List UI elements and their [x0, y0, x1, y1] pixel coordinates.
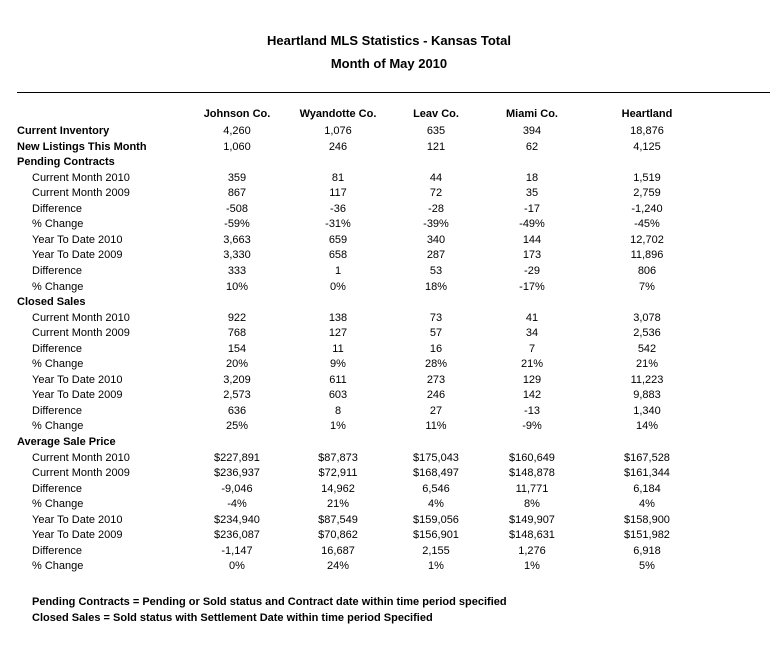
table-cell: 340: [426, 234, 446, 246]
table-cell: 138: [328, 312, 348, 324]
row-label: Current Month 2010: [32, 312, 130, 324]
table-cell: 21%: [520, 358, 544, 370]
table-cell: 28%: [424, 358, 448, 370]
table-cell: 41: [525, 312, 539, 324]
row-label: Difference: [32, 203, 82, 215]
table-cell: 658: [328, 249, 348, 261]
table-cell: 9,883: [633, 389, 661, 401]
table-cell: -4%: [227, 498, 247, 510]
table-cell: -29: [524, 265, 540, 277]
table-cell: 18: [525, 172, 539, 184]
table-cell: $158,900: [624, 514, 670, 526]
table-cell: 1%: [428, 560, 444, 572]
table-cell: $148,631: [509, 529, 555, 541]
row-label: Current Month 2009: [32, 327, 130, 339]
table-cell: 24%: [326, 560, 350, 572]
column-header: Leav Co.: [413, 108, 459, 120]
row-label: Current Month 2010: [32, 452, 130, 464]
row-label: Current Month 2009: [32, 467, 130, 479]
table-cell: -13: [524, 405, 540, 417]
table-cell: 44: [429, 172, 443, 184]
table-cell: $156,901: [413, 529, 459, 541]
row-label: Year To Date 2009: [32, 529, 123, 541]
table-cell: -28: [428, 203, 444, 215]
table-cell: -39%: [423, 218, 449, 230]
table-cell: 394: [522, 125, 542, 137]
table-cell: -508: [225, 203, 249, 215]
row-label: % Change: [32, 358, 84, 370]
table-cell: 611: [329, 374, 347, 386]
row-label: Difference: [32, 545, 82, 557]
table-cell: 3,330: [223, 249, 251, 261]
table-cell: 1,060: [223, 141, 251, 153]
table-cell: 73: [429, 312, 443, 324]
table-cell: 246: [328, 141, 348, 153]
table-cell: 14,962: [321, 483, 355, 495]
table-cell: $70,862: [318, 529, 358, 541]
table-cell: 635: [426, 125, 446, 137]
section-label: Pending Contracts: [17, 156, 115, 168]
table-cell: 0%: [330, 281, 346, 293]
table-cell: 35: [525, 187, 539, 199]
table-cell: $159,056: [413, 514, 459, 526]
table-cell: 0%: [229, 560, 245, 572]
table-cell: 359: [227, 172, 247, 184]
table-cell: 4,260: [223, 125, 251, 137]
table-cell: 1: [334, 265, 342, 277]
table-cell: 1,276: [518, 545, 546, 557]
header-divider: [17, 92, 770, 93]
table-cell: 81: [331, 172, 345, 184]
column-header: Wyandotte Co.: [299, 108, 377, 120]
table-cell: 34: [525, 327, 539, 339]
row-label: % Change: [32, 498, 84, 510]
table-cell: -59%: [224, 218, 250, 230]
table-cell: 9%: [330, 358, 346, 370]
table-cell: 922: [227, 312, 247, 324]
row-label: % Change: [32, 281, 84, 293]
row-label: Difference: [32, 405, 82, 417]
row-label: Year To Date 2010: [32, 374, 123, 386]
table-cell: 806: [637, 265, 657, 277]
table-cell: 117: [329, 187, 347, 199]
report-subtitle: Month of May 2010: [330, 56, 448, 71]
table-cell: -1,147: [221, 545, 253, 557]
table-cell: -9%: [522, 420, 542, 432]
section-label: New Listings This Month: [17, 141, 147, 153]
table-cell: 129: [522, 374, 542, 386]
table-cell: 7%: [639, 281, 655, 293]
table-cell: 636: [227, 405, 247, 417]
row-label: Difference: [32, 483, 82, 495]
row-label: Year To Date 2010: [32, 234, 123, 246]
table-cell: 4,125: [633, 141, 661, 153]
table-cell: $87,873: [318, 452, 358, 464]
table-cell: $151,982: [624, 529, 670, 541]
table-cell: 20%: [225, 358, 249, 370]
table-cell: $87,549: [318, 514, 358, 526]
table-cell: 16,687: [321, 545, 355, 557]
table-cell: $236,087: [214, 529, 260, 541]
footnote-closed: Closed Sales = Sold status with Settlement Date within time period Specified: [32, 612, 433, 624]
table-cell: 287: [426, 249, 446, 261]
table-cell: 603: [328, 389, 348, 401]
table-cell: 8%: [524, 498, 540, 510]
table-cell: 16: [429, 343, 443, 355]
table-cell: 6,918: [633, 545, 661, 557]
table-cell: 11,896: [630, 249, 664, 261]
table-cell: -49%: [519, 218, 545, 230]
table-cell: 10%: [225, 281, 249, 293]
table-cell: 659: [328, 234, 348, 246]
table-cell: 867: [227, 187, 247, 199]
table-cell: $236,937: [214, 467, 260, 479]
report-title: Heartland MLS Statistics - Kansas Total: [267, 33, 511, 48]
table-cell: 72: [429, 187, 443, 199]
section-label: Average Sale Price: [17, 436, 116, 448]
table-cell: $227,891: [214, 452, 260, 464]
table-cell: 127: [328, 327, 348, 339]
row-label: % Change: [32, 560, 84, 572]
table-cell: 2,759: [633, 187, 661, 199]
table-cell: 6,546: [422, 483, 450, 495]
table-cell: 333: [227, 265, 247, 277]
row-label: Year To Date 2009: [32, 249, 123, 261]
table-cell: 2,536: [633, 327, 661, 339]
table-cell: $161,344: [624, 467, 670, 479]
table-cell: 1,519: [633, 172, 661, 184]
table-cell: -45%: [634, 218, 660, 230]
table-cell: 18%: [424, 281, 448, 293]
column-header: Johnson Co.: [203, 108, 271, 120]
table-cell: 21%: [635, 358, 659, 370]
table-cell: 11,223: [630, 374, 664, 386]
table-cell: 11: [332, 343, 344, 355]
table-cell: $149,907: [509, 514, 555, 526]
table-cell: $72,911: [318, 467, 358, 479]
table-cell: 1%: [330, 420, 346, 432]
table-cell: 53: [429, 265, 443, 277]
table-cell: 6,184: [633, 483, 661, 495]
table-cell: 14%: [635, 420, 659, 432]
table-cell: 62: [525, 141, 539, 153]
table-cell: 25%: [225, 420, 249, 432]
table-cell: -1,240: [631, 203, 663, 215]
table-cell: -9,046: [221, 483, 253, 495]
table-cell: 3,078: [633, 312, 661, 324]
table-cell: -17%: [519, 281, 545, 293]
row-label: Current Month 2009: [32, 187, 130, 199]
table-cell: 1,340: [633, 405, 661, 417]
table-cell: $234,940: [214, 514, 260, 526]
table-cell: 27: [429, 405, 443, 417]
table-cell: 173: [522, 249, 542, 261]
table-cell: 142: [522, 389, 542, 401]
table-cell: 21%: [326, 498, 350, 510]
table-cell: 542: [637, 343, 657, 355]
table-cell: -36: [330, 203, 346, 215]
table-cell: 273: [426, 374, 446, 386]
table-cell: 246: [426, 389, 446, 401]
table-cell: -17: [524, 203, 540, 215]
table-cell: 768: [227, 327, 247, 339]
table-cell: 144: [522, 234, 542, 246]
table-cell: 1,076: [324, 125, 352, 137]
table-cell: 8: [334, 405, 342, 417]
row-label: Year To Date 2010: [32, 514, 123, 526]
row-label: % Change: [32, 420, 84, 432]
table-cell: 4%: [428, 498, 444, 510]
column-header: Miami Co.: [506, 108, 558, 120]
table-cell: $175,043: [413, 452, 459, 464]
row-label: Difference: [32, 265, 82, 277]
table-cell: 4%: [639, 498, 655, 510]
table-cell: $167,528: [624, 452, 670, 464]
table-cell: 57: [429, 327, 443, 339]
footnote-pending: Pending Contracts = Pending or Sold status and Contract date within time period specified: [32, 596, 507, 608]
table-cell: 121: [426, 141, 446, 153]
section-label: Closed Sales: [17, 296, 86, 308]
table-cell: 5%: [639, 560, 655, 572]
row-label: Difference: [32, 343, 82, 355]
table-cell: 3,209: [223, 374, 251, 386]
table-cell: 1%: [524, 560, 540, 572]
table-cell: 3,663: [223, 234, 251, 246]
table-cell: 18,876: [630, 125, 664, 137]
row-label: Current Month 2010: [32, 172, 130, 184]
table-cell: -31%: [325, 218, 351, 230]
table-cell: 11%: [425, 420, 447, 432]
table-cell: 2,155: [422, 545, 450, 557]
row-label: % Change: [32, 218, 84, 230]
table-cell: 2,573: [223, 389, 251, 401]
column-header: Heartland: [621, 108, 673, 120]
table-cell: 154: [227, 343, 247, 355]
table-cell: 12,702: [630, 234, 664, 246]
row-label: Year To Date 2009: [32, 389, 123, 401]
section-label: Current Inventory: [17, 125, 110, 137]
table-cell: 7: [528, 343, 536, 355]
table-cell: $148,878: [509, 467, 555, 479]
table-cell: $168,497: [413, 467, 459, 479]
table-cell: $160,649: [509, 452, 555, 464]
table-cell: 11,771: [515, 483, 549, 495]
